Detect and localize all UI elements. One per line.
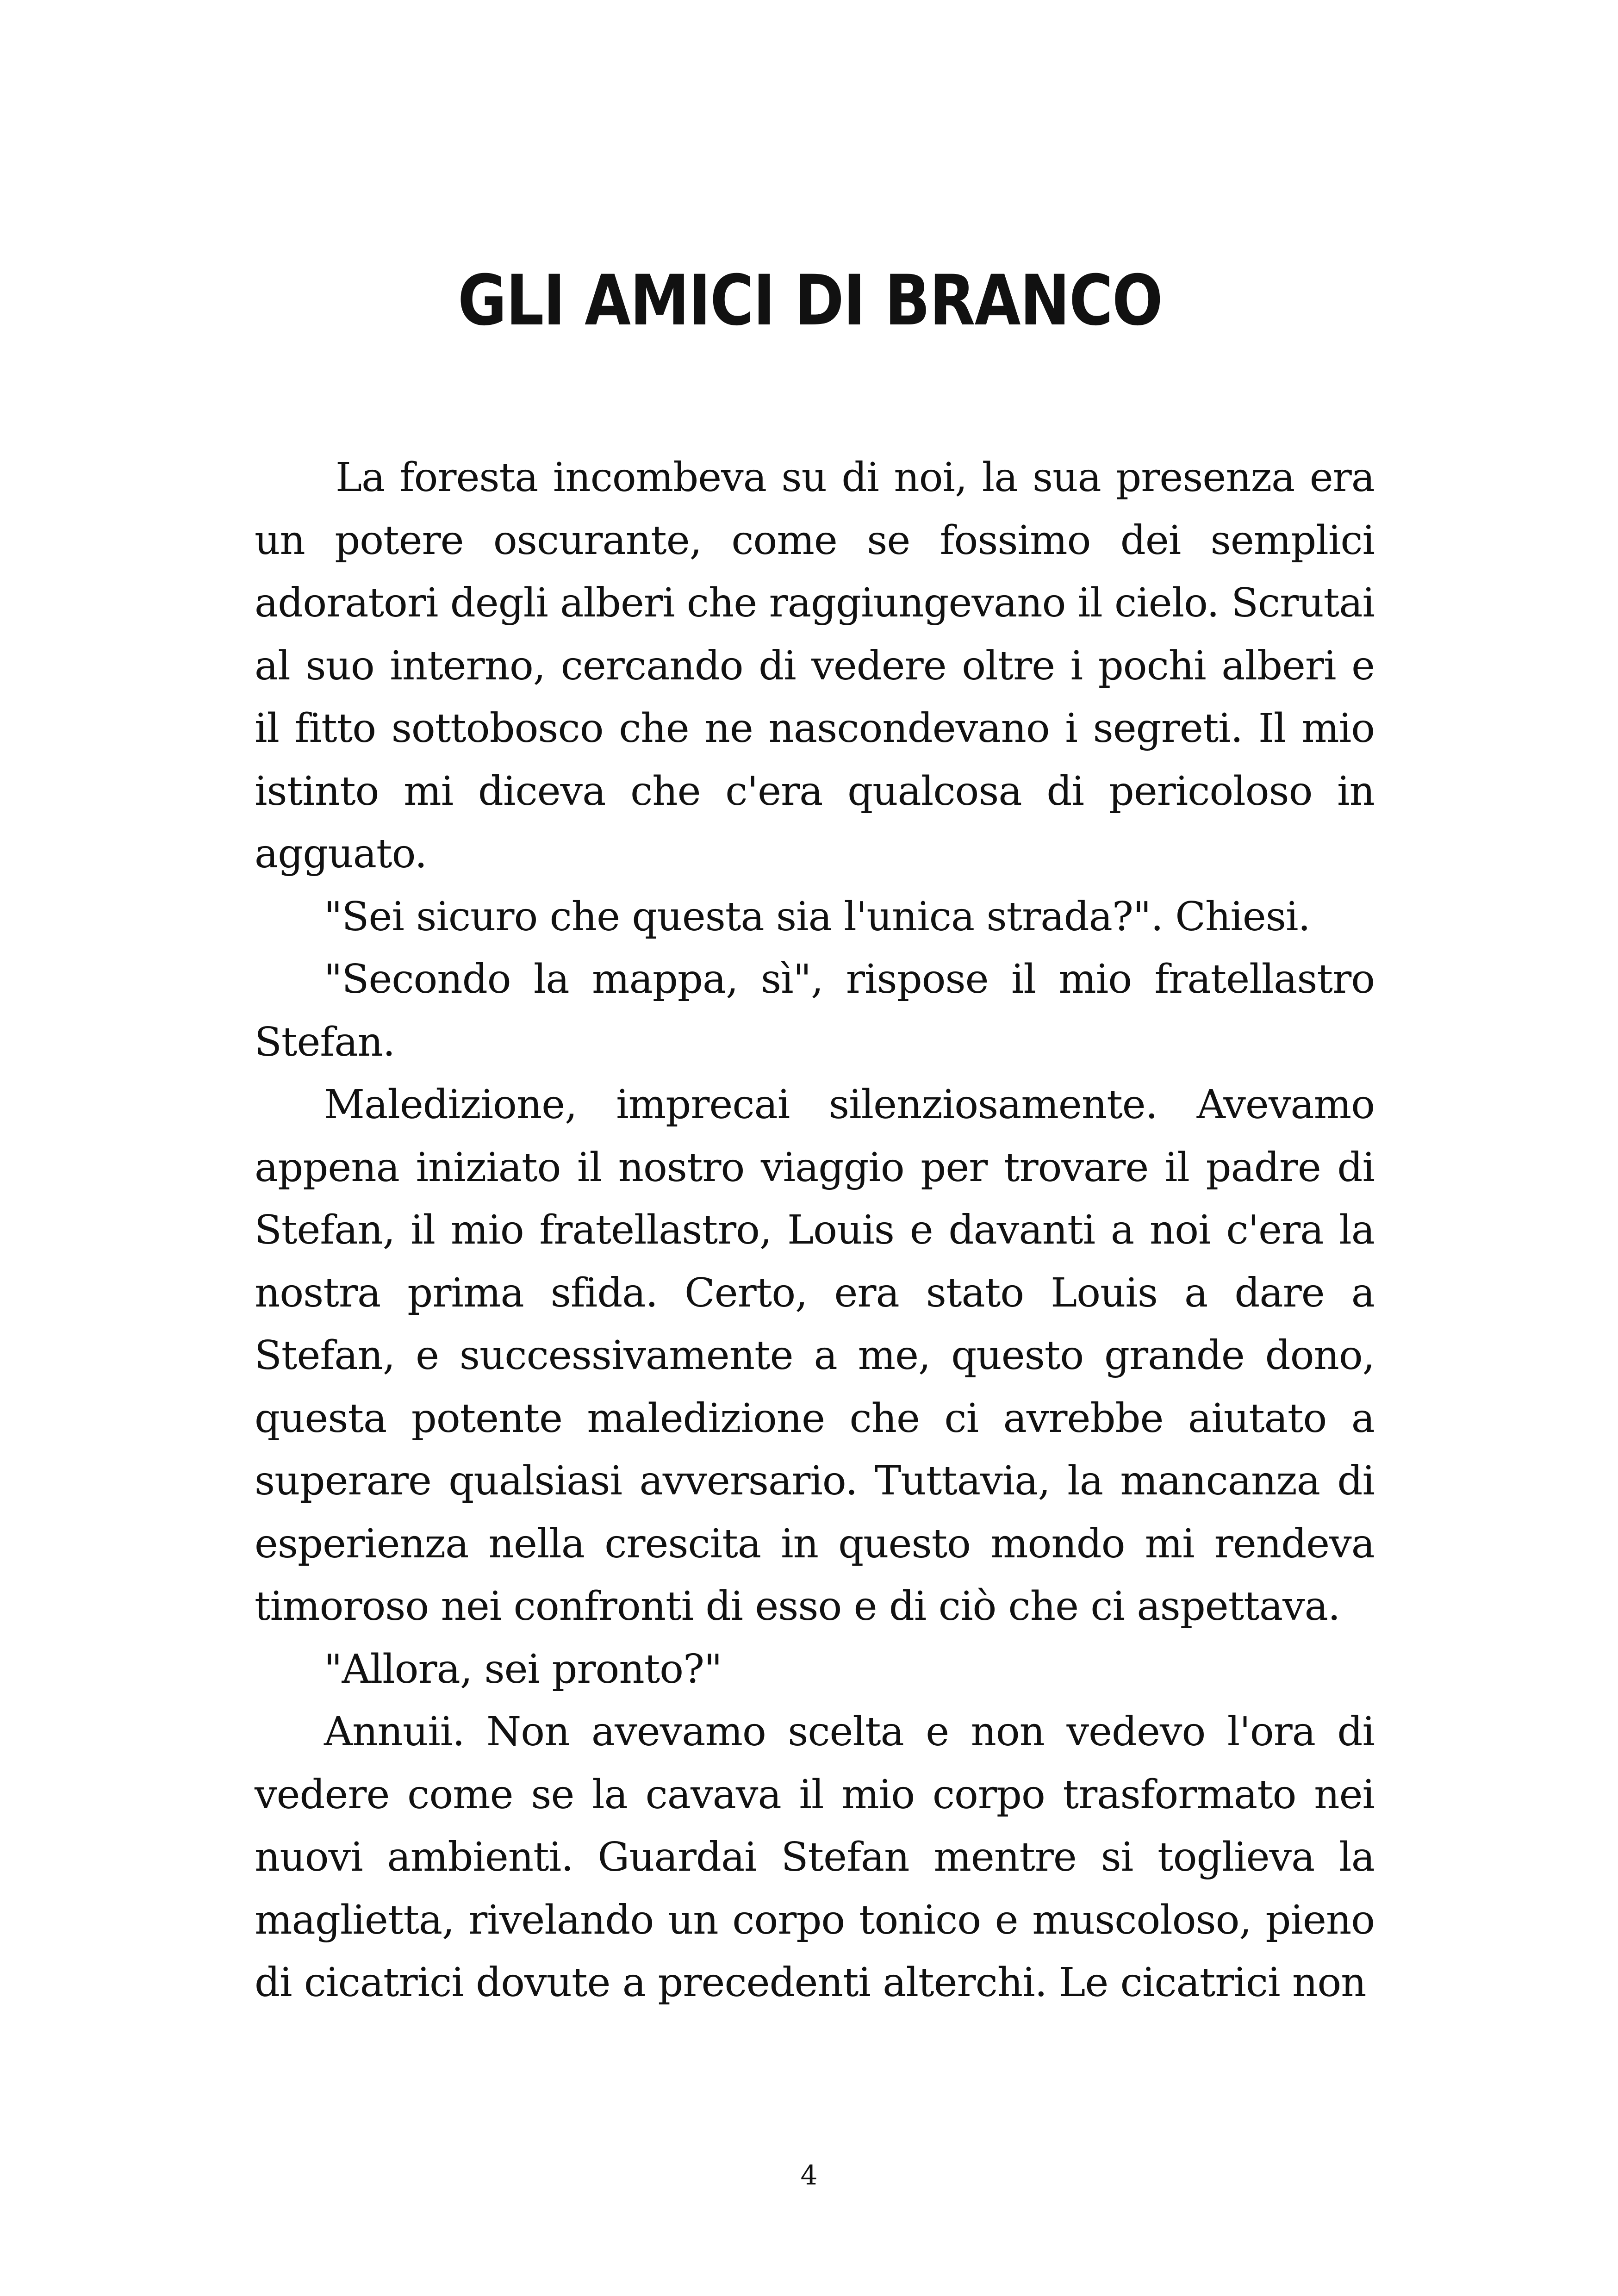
page-number: 4 [800, 2159, 818, 2191]
chapter-title: GLI AMICI DI BRANCO [458, 261, 1162, 341]
paragraph: Annuii. Non avevamo scelta e non vedevo l'ora di vedere come se la cavava il mio corpo trasformato nei nuovi ambienti. Guardai Stefan mentre si toglieva la maglietta, rivelando un corpo tonico e muscoloso, pieno di cicatrici dovute a precedenti alterchi. Le cicatrici non [255, 1709, 1375, 2006]
paragraph: "Sei sicuro che questa sia l'unica strada?". Chiesi. [324, 893, 1310, 940]
paragraph: La foresta incombeva su di noi, la sua presenza era un potere oscurante, come se fossimo dei semplici adoratori degli alberi che raggiungevano il cielo. Scrutai al suo interno, cercando di vedere oltre i pochi alberi e il fitto sottobosco che ne nascondevano i segreti. Il mio istinto mi diceva che c'era qualcosa di pericoloso in agguato. [255, 454, 1375, 877]
paragraph: "Secondo la mappa, sì", rispose il mio fratellastro Stefan. [255, 956, 1375, 1065]
chapter-body [255, 447, 1375, 2015]
paragraph: "Allora, sei pronto?" [324, 1646, 722, 1692]
paragraph: Maledizione, imprecai silenziosamente. Avevamo appena iniziato il nostro viaggio per trovare il padre di Stefan, il mio fratellastro, Louis e davanti a noi c'era la nostra prima sfida. Certo, era stato Louis a dare a Stefan, e successivamente a me, questo grande dono, questa potente maledizione che ci avrebbe aiutato a superare qualsiasi avversario. Tuttavia, la mancanza di esperienza nella crescita in questo mondo mi rendeva timoroso nei confronti di esso e di ciò che ci aspettava. [255, 1082, 1375, 1630]
